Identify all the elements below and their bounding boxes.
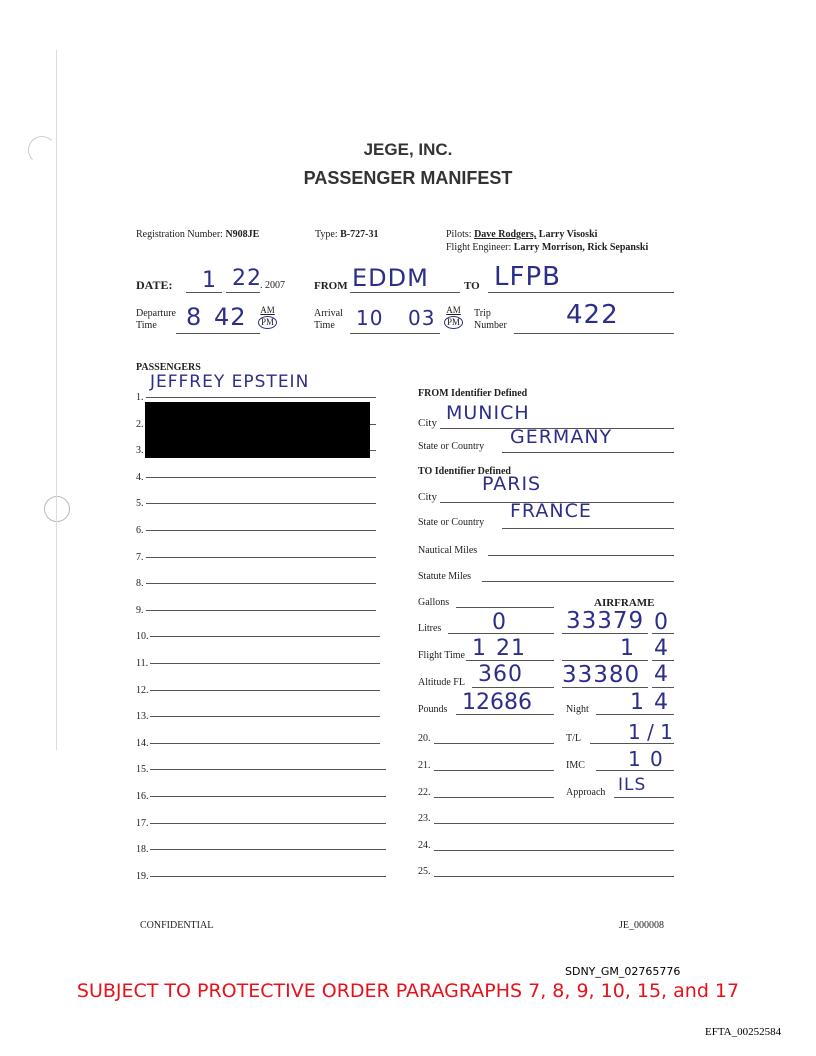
arrival-label: Arrival Time (314, 308, 343, 331)
imc-decimal: 0 (650, 747, 664, 771)
type-label: Type: (315, 229, 338, 240)
registration-value: N908JE (225, 229, 260, 240)
flight-time-hours: 1 (472, 636, 487, 661)
passenger-row (136, 706, 149, 724)
passenger-row-number: 9. (136, 604, 144, 616)
passenger-row (136, 520, 144, 538)
document-id: JE_000008 (619, 920, 664, 931)
flight-time-label: Flight Time (418, 650, 465, 661)
document-title: PASSENGER MANIFEST (303, 168, 513, 188)
pounds-label: Pounds (418, 704, 448, 715)
type-value: B-727-31 (340, 229, 379, 240)
pilots-field (446, 229, 597, 240)
night-value: 1 (630, 690, 645, 715)
passenger-row-number: 8. (136, 578, 144, 590)
pilots-name-2: Larry Visoski (538, 229, 598, 240)
passenger-row-number: 10. (136, 631, 149, 643)
night-label: Night (566, 704, 589, 715)
efta-number: EFTA_00252584 (705, 1026, 782, 1038)
approach-label: Approach (566, 787, 606, 798)
nautical-miles-label: Nautical Miles (418, 545, 478, 556)
departure-label: Departure Time (136, 308, 176, 331)
passenger-row-line (150, 636, 380, 637)
passenger-row (136, 414, 144, 432)
airframe-row3-value: 33380 (562, 662, 641, 688)
to-country-value: FRANCE (510, 500, 592, 522)
passenger-row-number: 2. (136, 418, 144, 430)
passenger-row-number: 11. (136, 658, 149, 669)
passenger-row-number: 12. (136, 684, 149, 696)
gallons-label: Gallons (418, 597, 450, 608)
passenger-row-line (146, 503, 376, 504)
row-22-number: 22. (418, 787, 431, 798)
to-city-label: City (418, 491, 437, 503)
passenger-row (136, 733, 149, 751)
passenger-row (136, 573, 144, 591)
flight-time-minutes: 21 (496, 636, 526, 661)
passenger-row-line (146, 530, 376, 531)
bates-number: SDNY_GM_02765776 (565, 965, 681, 978)
passenger-1-name: JEFFREY EPSTEIN (150, 372, 310, 392)
passenger-row (136, 467, 144, 485)
date-month: 1 (202, 268, 217, 293)
passenger-row-number: 14. (136, 737, 149, 749)
passenger-row-line (150, 876, 386, 877)
row-21-number: 21. (418, 760, 431, 771)
passenger-row-line (146, 610, 376, 611)
passenger-row (136, 547, 144, 565)
row-25-number: 25. (418, 866, 431, 877)
passenger-row-line (150, 769, 386, 770)
trip-label: Trip Number (474, 308, 507, 331)
passenger-row-number: 5. (136, 498, 144, 510)
night-decimal: 4 (654, 690, 669, 715)
row-24-number: 24. (418, 840, 431, 851)
passenger-row-number: 3. (136, 445, 144, 457)
to-identifier-heading: TO Identifier Defined (418, 466, 511, 477)
passenger-row (136, 493, 144, 511)
tl-value: 1 / 1 (628, 720, 673, 744)
altitude-label: Altitude FL (418, 677, 465, 688)
airframe-row2-decimal: 4 (654, 636, 669, 661)
to-city-value: PARIS (482, 473, 542, 495)
passenger-row (136, 759, 149, 777)
flight-engineer-label: Flight Engineer: (446, 242, 512, 253)
from-label: FROM (314, 280, 348, 292)
passenger-row-line (146, 397, 376, 398)
passenger-row-number: 6. (136, 525, 144, 536)
passenger-row-line (150, 690, 380, 691)
binder-hole-middle (44, 496, 70, 522)
registration-field (136, 229, 259, 240)
date-label: DATE: (136, 278, 173, 292)
company-name: JEGE, INC. (363, 140, 453, 159)
from-country-value: GERMANY (510, 426, 613, 448)
flight-engineer-field (446, 242, 648, 253)
airframe-row2-value: 1 (620, 636, 635, 661)
passenger-row-number: 19. (136, 870, 149, 882)
arrival-hour: 10 (356, 306, 384, 330)
from-city-value: MUNICH (446, 402, 530, 424)
from-city-label: City (418, 417, 437, 429)
passenger-row-number: 15. (136, 764, 149, 776)
to-label: TO (464, 280, 480, 292)
airframe-row3-decimal: 4 (654, 662, 669, 687)
confidential-label: CONFIDENTIAL (140, 920, 214, 931)
altitude-value: 360 (478, 662, 523, 687)
passenger-row-line (146, 477, 376, 478)
from-identifier-heading: FROM Identifier Defined (418, 388, 528, 399)
passenger-row-line (150, 796, 386, 797)
passenger-row-number: 7. (136, 551, 144, 563)
passenger-row (136, 813, 149, 831)
arrival-minute: 03 (408, 306, 436, 330)
passenger-row-number: 16. (136, 791, 149, 802)
trip-number: 422 (566, 300, 619, 330)
from-value: EDDM (352, 264, 429, 292)
passenger-row-line (146, 583, 376, 584)
litres-value: 0 (492, 610, 507, 635)
passenger-row (136, 839, 149, 857)
from-country-label: State or Country (418, 441, 485, 452)
row-20-number: 20. (418, 733, 431, 744)
passenger-row-line (150, 823, 386, 824)
departure-hour: 8 (186, 303, 203, 331)
imc-label: IMC (566, 760, 585, 771)
passenger-row-line (150, 663, 380, 664)
passenger-row (136, 653, 148, 671)
passengers-heading: PASSENGERS (136, 362, 201, 373)
pounds-value: 12686 (462, 690, 532, 715)
passenger-row-number: 13. (136, 711, 149, 723)
passenger-row (136, 626, 149, 644)
passenger-row (136, 866, 149, 884)
flight-engineer-names: Larry Morrison, Rick Sepanski (513, 242, 649, 253)
type-field (315, 229, 378, 240)
date-day: 22 (232, 266, 262, 291)
to-value: LFPB (494, 262, 561, 292)
passenger-row-line (150, 716, 380, 717)
pilots-name-1: Dave Rodgers, (474, 229, 537, 240)
registration-label: Registration Number: (136, 229, 223, 240)
approach-value: ILS (618, 775, 647, 795)
redaction-box (145, 402, 370, 458)
passenger-row (136, 387, 144, 405)
passenger-row (136, 440, 144, 458)
airframe-row1-decimal: 0 (654, 610, 669, 635)
passenger-row (136, 680, 149, 698)
passenger-row (136, 600, 144, 618)
to-country-label: State or Country (418, 517, 485, 528)
statute-miles-label: Statute Miles (418, 571, 472, 582)
pilots-label: Pilots: (446, 229, 472, 240)
passenger-row-number: 17. (136, 817, 149, 829)
passenger-row-line (150, 743, 380, 744)
airframe-label: AIRFRAME (594, 597, 655, 609)
row-23-number: 23. (418, 813, 431, 824)
passenger-row-line (146, 557, 376, 558)
protective-order-notice: SUBJECT TO PROTECTIVE ORDER PARAGRAPHS 7, 8, 9, 10, 15, and 17 (76, 980, 740, 1002)
departure-ampm: AM PM (258, 305, 277, 329)
passenger-row-number: 18. (136, 844, 149, 856)
passenger-row (136, 786, 149, 804)
imc-value: 1 (628, 747, 642, 771)
passenger-row-number: 1. (136, 392, 144, 403)
departure-minute: 42 (214, 303, 247, 331)
passenger-row-line (150, 849, 386, 850)
tl-label: T/L (566, 733, 581, 744)
airframe-row1-value: 33379 (566, 608, 645, 634)
passenger-row-number: 4. (136, 471, 144, 483)
arrival-ampm: AM PM (444, 305, 463, 329)
date-year: . 2007 (260, 280, 285, 291)
litres-label: Litres (418, 623, 442, 634)
